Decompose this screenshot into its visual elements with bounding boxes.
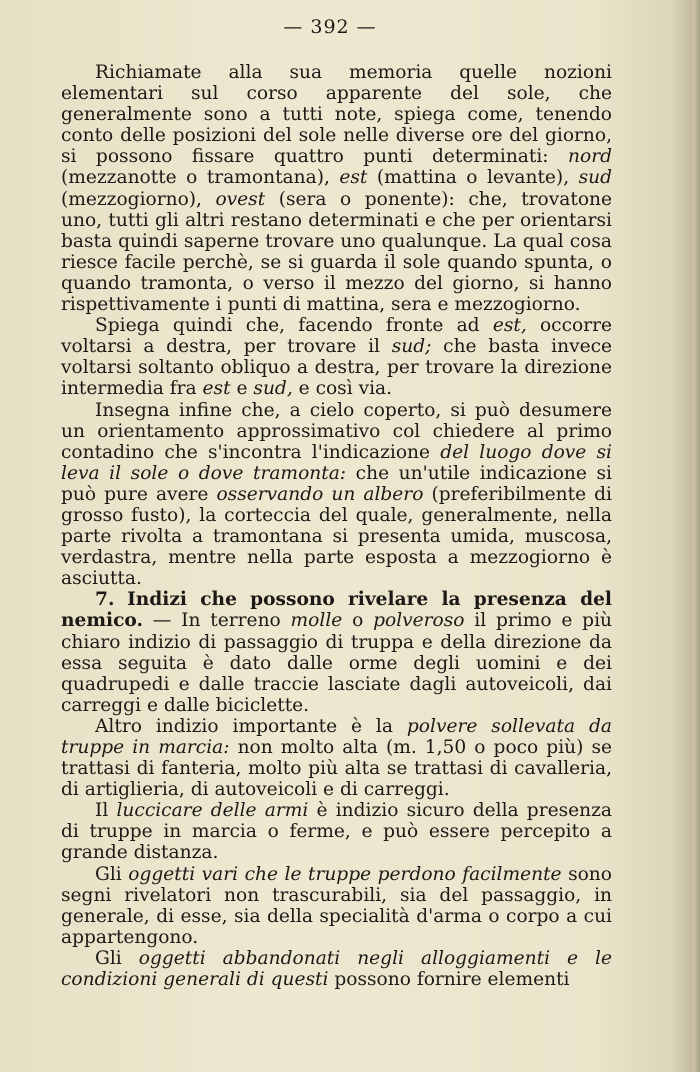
section-title: Indizi che possono rivelare la presenza del nemico.: [61, 589, 612, 632]
italic-phrase: oggetti vari che le truppe perdono facilmente: [128, 863, 562, 885]
text: (mattina o levante),: [367, 167, 579, 189]
text: (mezzanotte o tramontana),: [61, 167, 340, 189]
text: che basta invece voltarsi soltanto obliquo a destra, per trovare la direzione intermedia fra: [61, 336, 612, 400]
page-edge-shadow: [693, 0, 700, 1072]
text: Il: [95, 800, 117, 822]
italic-term: sud: [578, 167, 613, 189]
page-number: — 392 —: [283, 16, 377, 38]
italic-term: molle: [290, 610, 343, 632]
section-number: 7.: [95, 589, 115, 611]
italic-phrase: del luogo dove si leva il sole o dove tramonta:: [61, 441, 612, 484]
italic-phrase: polvere sollevata da truppe in marcia:: [61, 715, 612, 758]
text: o: [342, 610, 374, 632]
italic-term: est: [202, 378, 231, 400]
italic-term: est: [339, 167, 368, 189]
paragraph-turning: [61, 315, 612, 399]
paragraph-weapons-glint: [61, 800, 612, 863]
text: sono segni rivelatori non trascurabili, sia del passaggio, in generale, di esse, sia della specialità d'arma o corpo a cui appartengono.: [61, 863, 612, 948]
italic-term: sud;: [391, 336, 432, 358]
text: (mezzogiorno),: [61, 188, 216, 210]
text: Altro indizio importante è la: [95, 715, 407, 737]
paragraph-lost-objects: [61, 864, 612, 948]
text: non molto alta (m. 1,50 o poco più) se trattasi di fanteria, molto più alta se trattasi di cavalleria, di artiglieria, di autoveicoli e di carreggi.: [61, 737, 612, 801]
text: Gli: [95, 863, 129, 885]
text: Richiamate alla sua memoria quelle nozioni elementari sul corso apparente del sole, che generalmente sono a tutti note, spiega come, tenendo conto delle posizioni del sole nelle diverse ore del giorno, si possono fissare quattro punti determinati:: [61, 62, 612, 168]
text: Gli: [95, 947, 139, 969]
italic-term: est,: [492, 315, 527, 337]
text: che un'utile indicazione si può pure avere: [61, 462, 612, 505]
italic-term: sud,: [253, 378, 293, 400]
italic-phrase: oggetti abbandonati negli alloggiamenti e le condizioni generali di questi: [61, 947, 612, 991]
text: (preferibilmente di grosso fusto), la corteccia del quale, generalmente, nella parte rivolta a tramontana si presenta umida, muscosa, verdastra, mentre nella parte esposta a mezzogiorno è asciutta.: [61, 483, 612, 590]
text: e così via.: [292, 378, 393, 400]
text: possono fornire elementi: [328, 969, 570, 991]
text: occorre voltarsi a destra, per trovare il: [61, 315, 612, 358]
text: il primo e più chiaro indizio di passaggio di truppa e della direzione da essa seguita è dato dalle orme degli uomini e dei quadrupedi e dalle traccie lasciate dagli autoveicoli, dai carreggi e dalle biciclette.: [61, 610, 612, 716]
section-7-paragraph: [61, 589, 612, 716]
text: è indizio sicuro della presenza di truppe in marcia o ferme, e può essere percepito a grande distanza.: [61, 800, 613, 864]
text: Insegna infine che, a cielo coperto, si può desumere un orientamento approssimativo col chiedere al primo contadino che s'incontra l'indicazione: [61, 399, 612, 463]
text: (sera o ponente): che, trovatone uno, tutti gli altri restano determinati e che per orientarsi basta quindi saperne trovare uno qualunque. La qual cosa riesce facile perchè, se si guarda il sole quando spunta, o quando tramonta, o verso il mezzo del giorno, si hanno rispettivamente i punti di mattina, sera e mezzogiorno.: [61, 188, 612, 316]
text: Spiega quindi che, facendo fronte ad: [95, 315, 493, 337]
italic-term: polveroso: [373, 610, 465, 632]
paragraph-dust: [61, 716, 612, 800]
paragraph-abandoned-objects: [61, 948, 612, 990]
italic-phrase: luccicare delle armi: [116, 800, 309, 822]
page-body: [61, 62, 612, 990]
text: — In terreno: [142, 610, 291, 632]
italic-term: ovest: [215, 188, 266, 210]
italic-term: nord: [568, 146, 612, 168]
italic-phrase: osservando un albero: [216, 483, 424, 505]
paragraph-cloudy-sky: [61, 400, 612, 590]
paragraph-orientation-sun: [61, 62, 612, 315]
text: e: [230, 378, 254, 400]
